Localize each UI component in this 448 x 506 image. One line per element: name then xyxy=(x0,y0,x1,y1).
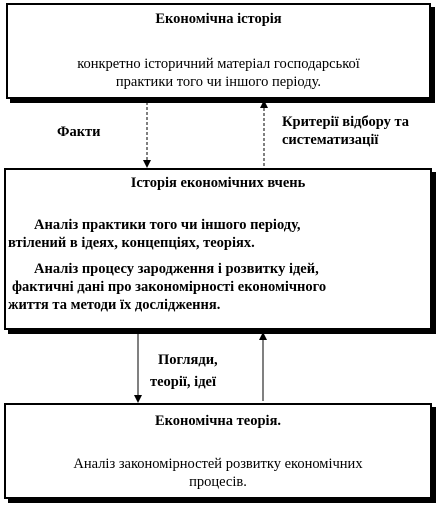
thought-paragraph-1-line-2: втілений в ідеях, концепціях, теоріях. xyxy=(8,235,255,251)
history-of-economic-thought-title: Історія економічних вчень xyxy=(130,175,306,191)
views-label-line-2: теорії, ідеї xyxy=(150,374,217,390)
economic-theory-line-2: процесів. xyxy=(189,474,247,490)
thought-paragraph-2-line-2: фактичні дані про закономірності економічного xyxy=(12,279,327,295)
economic-theory-line-1: Аналіз закономірностей розвитку економічних xyxy=(73,456,363,472)
economic-history-line-1: конкретно історичний матеріал господарської xyxy=(77,56,360,72)
thought-paragraph-2-line-1: Аналіз процесу зародження і розвитку ідей, xyxy=(34,261,319,277)
economic-history-title: Економічна історія xyxy=(155,11,282,27)
views-label-line-1: Погляди, xyxy=(158,352,218,368)
criteria-arrowhead xyxy=(260,100,268,108)
history-of-economic-thought-box xyxy=(4,168,432,330)
economic-theory-title: Економічна теорія. xyxy=(154,413,282,429)
thought-paragraph-2-line-3: життя та методи їх дослідження. xyxy=(8,297,221,313)
economic-theory-box xyxy=(4,403,432,499)
feedback-arrowhead xyxy=(259,332,267,340)
criteria-label-line-2: систематизації xyxy=(282,132,379,148)
economic-history-line-2: практики того чи іншого періоду. xyxy=(115,74,322,90)
criteria-label-line-1: Критерії відбору та xyxy=(282,114,410,130)
facts-arrowhead xyxy=(143,160,151,168)
views-arrowhead xyxy=(134,395,142,403)
economic-history-box xyxy=(6,3,431,99)
thought-paragraph-1-line-1: Аналіз практики того чи іншого періоду, xyxy=(34,217,301,233)
facts-label: Факти xyxy=(57,124,101,140)
